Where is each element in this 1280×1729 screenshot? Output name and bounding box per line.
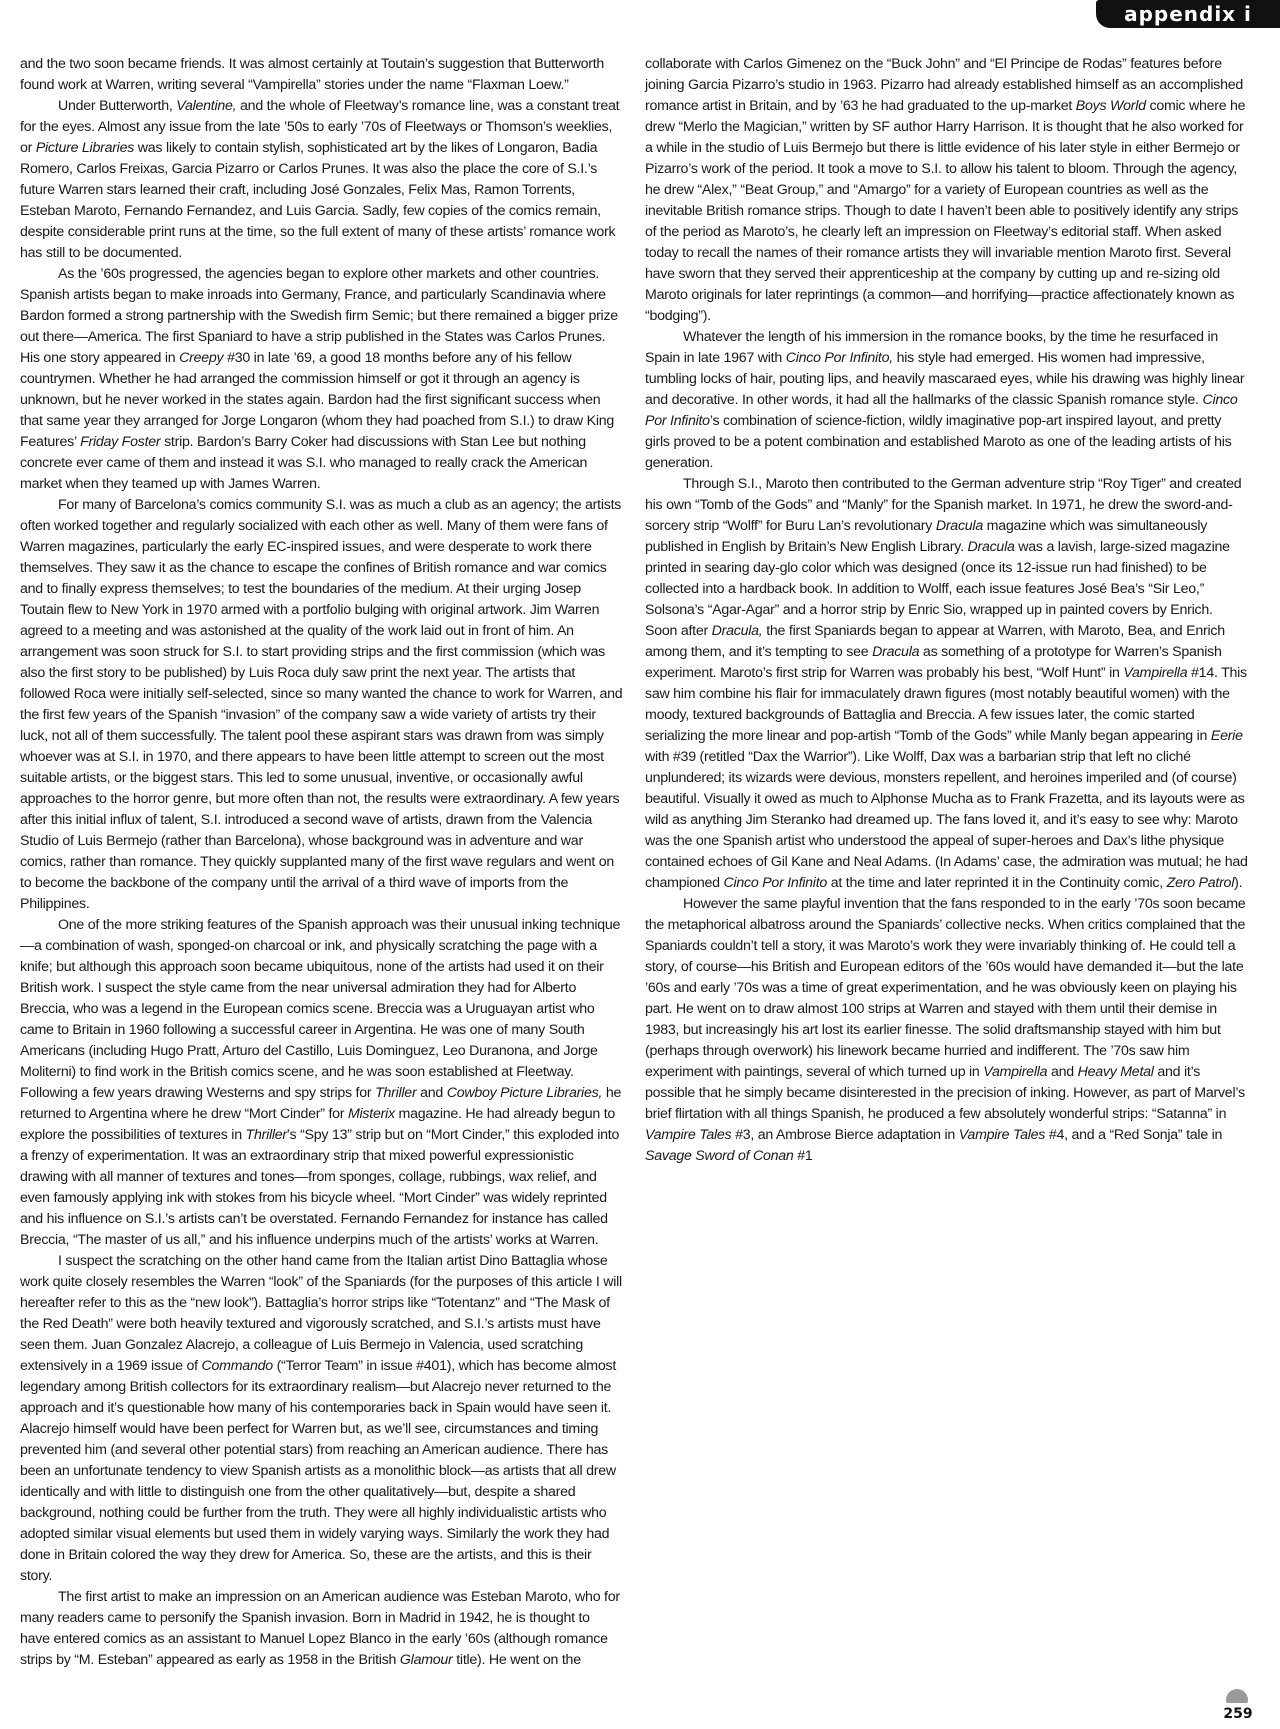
article-paragraph: I suspect the scratching on the other hand came from the Italian artist Dino Battaglia whose work quite closely resembles the Warren “look” of the Spaniards (for the purposes of this article I will hereafter refer to this as the “new look”). Battaglia’s horror strips like “Totentanz” and “The Mask of the Red Death” were both heavily textured and vigorously scratched, and S.I.’s artists must have seen them. Juan Gonzalez Alacrejo, a colleague of Luis Bermejo in Valencia, used scratching extensively in a 1969 issue of Commando (“Terror Team” in issue #401), which has become almost legendary among British collectors for its extraordinary realism—but Alacrejo never returned to the approach and it’s questionable how many of his contemporaries back in Spain would have seen it. Alacrejo himself would have been perfect for Warren but, as we’ll see, circumstances and timing prevented him (and several other potential stars) from reaching an American audience. There has been an unfortunate tendency to view Spanish artists as a monolithic block—as artists that all drew identically and with little to distinguish one from the other qualitatively—but, despite a shared background, nothing could be further from the truth. They were all highly individualistic artists who adopted similar visual elements but used them in widely varying ways. Similarly the work they had done in Britain colored the way they drew for America. So, these are the artists, and this is their story. (20, 1253, 622, 1584)
section-label: appendix i (1124, 2, 1252, 26)
article-paragraph: As the ’60s progressed, the agencies began to explore other markets and other countries. Spanish artists began to make inroads into Germany, France, and particularly Scandinavia where Bardon formed a strong partnership with the Swedish firm Semic; but there remained a bigger prize out there—America. The first Spaniard to have a strip published in the States was Carlos Prunes. His one story appeared in Creepy #30 in late ’69, a good 18 months before any of his fellow countrymen. Whether he had arranged the commission himself or got it through an agency is unknown, but he never worked in the states again. Bardon had the first significant success when that same year they arranged for Jorge Longaron (whom they had poached from S.I.) to draw King Features’ Friday Foster strip. Bardon’s Barry Coker had discussions with Stan Lee but nothing concrete ever came of them and instead it was S.I. who managed to really crack the American market when they teamed up with James Warren. (20, 266, 618, 492)
article-paragraph: Through S.I., Maroto then contributed to the German adventure strip “Roy Tiger” and created his own “Tomb of the Gods” and “Manly” for the Spanish market. In 1971, he drew the sword-and-sorcery strip “Wolff” for Buru Lan’s revolutionary Dracula magazine which was simultaneously published in English by Britain’s New English Library. Dracula was a lavish, large-sized magazine printed in searing day-glo color which was designed (once its 12-issue run had finished) to be collected into a hardback book. In addition to Wolff, each issue features José Bea’s “Sir Leo,” Solsona’s “Agar-Agar” and a horror strip by Enric Sio, wrapped up in painted covers by Enrich. Soon after Dracula, the first Spaniards began to appear at Warren, with Maroto, Bea, and Enrich among them, and it’s tempting to see Dracula as something of a prototype for Warren’s Spanish experiment. Maroto’s first strip for Warren was probably his best, “Wolf Hunt” in Vampirella #14. This saw him combine his flair for immaculately drawn figures (most notably beautiful women) with the moody, textured backgrounds of Battaglia and Breccia. A few issues later, the comic started serializing the more linear and pop-artish “Tomb of the Gods” while Manly began appearing in Eerie with #39 (retitled “Dax the Warrior”). Like Wolff, Dax was a barbarian strip that left no cliché unplundered; its wizards were devious, monsters repellent, and heroines imperiled and (of course) beautiful. Visually it owed as much to Alphonse Mucha as to Frank Frazetta, and its layouts were as wild as anything Jim Steranko had dreamed up. The fans loved it, and it’s easy to see why: Maroto was the one Spanish artist who understood the appeal of super-heroes and Dax’s lithe physique contained echoes of Gil Kane and Neal Adams. (In Adams’ case, the admiration was mutual; he had championed Cinco Por Infinito at the time and later reprinted it in the Continuity comic, Zero Patrol). (645, 476, 1248, 891)
page-number: 259 (1223, 1706, 1253, 1722)
article-paragraph: and the two soon became friends. It was almost certainly at Toutain’s suggestion that Butterworth found work at Warren, writing several “Vampirella” stories under the name “Flaxman Loew.” (20, 56, 605, 93)
page-folio (1216, 1689, 1260, 1723)
article-paragraph: Under Butterworth, Valentine, and the whole of Fleetway’s romance line, was a constant treat for the eyes. Almost any issue from the late ’50s to early ’70s of Fleetways or Thomson’s weeklies, or Picture Libraries was likely to contain stylish, sophisticated art by the likes of Longaron, Badia Romero, Carlos Freixas, Garcia Pizarro or Carlos Prunes. It was also the place the core of S.I.’s future Warren stars learned their craft, including José Gonzales, Felix Mas, Ramon Torrents, Esteban Maroto, Fernando Fernandez, and Luis Garcia. Sadly, few copies of the comics remain, despite considerable print runs at the time, so the full extent of many of these artists’ romance work has still to be documented. (20, 98, 620, 261)
article-paragraph: Whatever the length of his immersion in the romance books, by the time he resurfaced in Spain in late 1967 with Cinco Por Infinito, his style had emerged. His women had impressive, tumbling locks of hair, pouting lips, and heavily mascaraed eyes, while his drawing was highly linear and decorative. In other words, it had all the hallmarks of the classic Spanish romance style. Cinco Por Infinito’s combination of science-fiction, wildly imaginative pop-art inspired layout, and pretty girls proved to be a potent combination and established Maroto as one of the leading artists of his generation. (645, 329, 1245, 471)
article-paragraph: One of the more striking features of the Spanish approach was their unusual inking technique—a combination of wash, sponged-on charcoal or ink, and physically scratching the page with a knife; but although this approach soon became ubiquitous, none of the artists had used it on their British work. I suspect the style came from the near universal admiration they had for Alberto Breccia, who was a legend in the European comics scene. Breccia was a Uruguayan artist who came to Britain in 1960 following a successful career in Argentina. He was one of many South Americans (including Hugo Pratt, Arturo del Castillo, Luis Dominguez, Leo Duranona, and Jorge Moliterni) to find work in the British comics scene, and he was soon established at Fleetway. Following a few years drawing Westerns and spy strips for Thriller and Cowboy Picture Libraries, he returned to Argentina where he drew “Mort Cinder” for Misterix magazine. He had already begun to explore the possibilities of textures in Thriller’s “Spy 13” strip but on “Mort Cinder,” this exploded into a frenzy of experimentation. It was an extraordinary strip that mixed powerful expressionistic drawing with all manner of textures and tones—from sponges, collage, rubbings, wax relief, and even famously applying ink with stokes from his bicycle wheel. “Mort Cinder” was widely reprinted and his influence on S.I.’s artists can’t be overstated. Fernando Fernandez for instance has called Breccia, “The master of us all,” and his influence underpins much of the artists’ works at Warren. (20, 917, 622, 1248)
article-body (20, 54, 1248, 1680)
folio-ornament-icon (1226, 1689, 1248, 1703)
article-paragraph: The first artist to make an impression on an American audience was Esteban Maroto, who for many readers came to personify the Spanish invasion. Born in Madrid in 1942, he is thought to have entered comics as an assistant to Manuel Lopez Blanco in the early ’60s (although romance strips by “M. Esteban” appeared as early as 1958 in the British Glamour title). He went on the collaborate with Carlos Gimenez on the “Buck John” and “El Principe de Rodas” features before joining Garcia Pizarro’s studio in 1963. Pizarro had already established himself as an accomplished romance artist in Britain, and by ’63 he had graduated to the up-market Boys World comic where he drew “Merlo the Magician,” written by SF author Harry Harrison. It is thought that he also worked for a while in the studio of Luis Bermejo but there is little evidence of his later style in either Bermejo or Pizarro’s work of the period. It took a move to S.I. to allow his talent to bloom. Through the agency, he drew “Alex,” “Beat Group,” and “Amargo” for a variety of European countries as well as the inevitable British romance strips. Though to date I haven’t been able to positively identify any strips of the period as Maroto’s, he clearly left an impression on Fleetway’s editorial staff. When asked today to recall the names of their romance artists they will invariable mention Maroto first. Several have sworn that they served their apprenticeship at the company by cutting up and re-sizing old Maroto originals for later reprintings (a common—and horrifying—practice affectionately known as “bodging”). (20, 56, 1246, 1668)
article-paragraph: For many of Barcelona’s comics community S.I. was as much a club as an agency; the artists often worked together and regularly socialized with each other as well. Many of them were fans of Warren magazines, particularly the early EC-inspired issues, and were desperate to work there themselves. They saw it as the chance to escape the confines of British romance and war comics and to finally express themselves; to test the boundaries of the medium. At their urging Josep Toutain flew to New York in 1970 armed with a portfolio bulging with original artwork. Jim Warren agreed to a meeting and was astonished at the quality of the work laid out in front of him. An arrangement was soon struck for S.I. to start providing strips and the first commission (which was also the first story to be published) by Luis Roca duly saw print the next year. The artists that followed Roca were initially self-selected, since so many wanted the chance to work for Warren, and the first few years of the Spanish “invasion” of the company saw a wide variety of artists try their luck, not all of them successfully. The talent pool these aspirant stars was drawn from was simply whoever was at S.I. in 1970, and there appears to have been little attempt to screen out the most suitable artists, or the biggest stars. This led to some unusual, inventive, or occasionally awful approaches to the horror genre, but more often than not, the results were extraordinary. A few years after this initial influx of talent, S.I. introduced a second wave of artists, drawn from the Valencia Studio of Luis Bermejo (rather than Barcelona), whose background was in adventure and war comics, rather than romance. They quickly supplanted many of the first wave regulars and went on to become the backbone of the company until the arrival of a third wave of imports from the Philippines. (20, 497, 623, 912)
section-header-tab (1096, 0, 1280, 28)
article-paragraph: However the same playful invention that the fans responded to in the early ’70s soon became the metaphorical albatross around the Spaniards’ collective necks. When critics complained that the Spaniards couldn’t tell a story, it was Maroto’s work they were invariably thinking of. He could tell a story, of course—his British and European editors of the ’60s would have demanded it—but the late ’60s and early ’70s was a time of great experimentation, and he was obviously keen on playing his part. He went on to draw almost 100 strips at Warren and stayed with them until their demise in 1983, but increasingly his art lost its earlier finesse. The solid draftsmanship stayed with him but (perhaps through overwork) his linework became hurried and indifferent. The ’70s saw him experiment with paintings, several of which turned up in Vampirella and Heavy Metal and it’s possible that he simply became disinterested in the precision of inking. However, as part of Marvel’s brief flirtation with all things Spanish, he produced a few absolutely wonderful strips: “Satanna” in Vampire Tales #3, an Ambrose Bierce adaptation in Vampire Tales #4, and a “Red Sonja” tale in Savage Sword of Conan #1 (645, 896, 1246, 1164)
